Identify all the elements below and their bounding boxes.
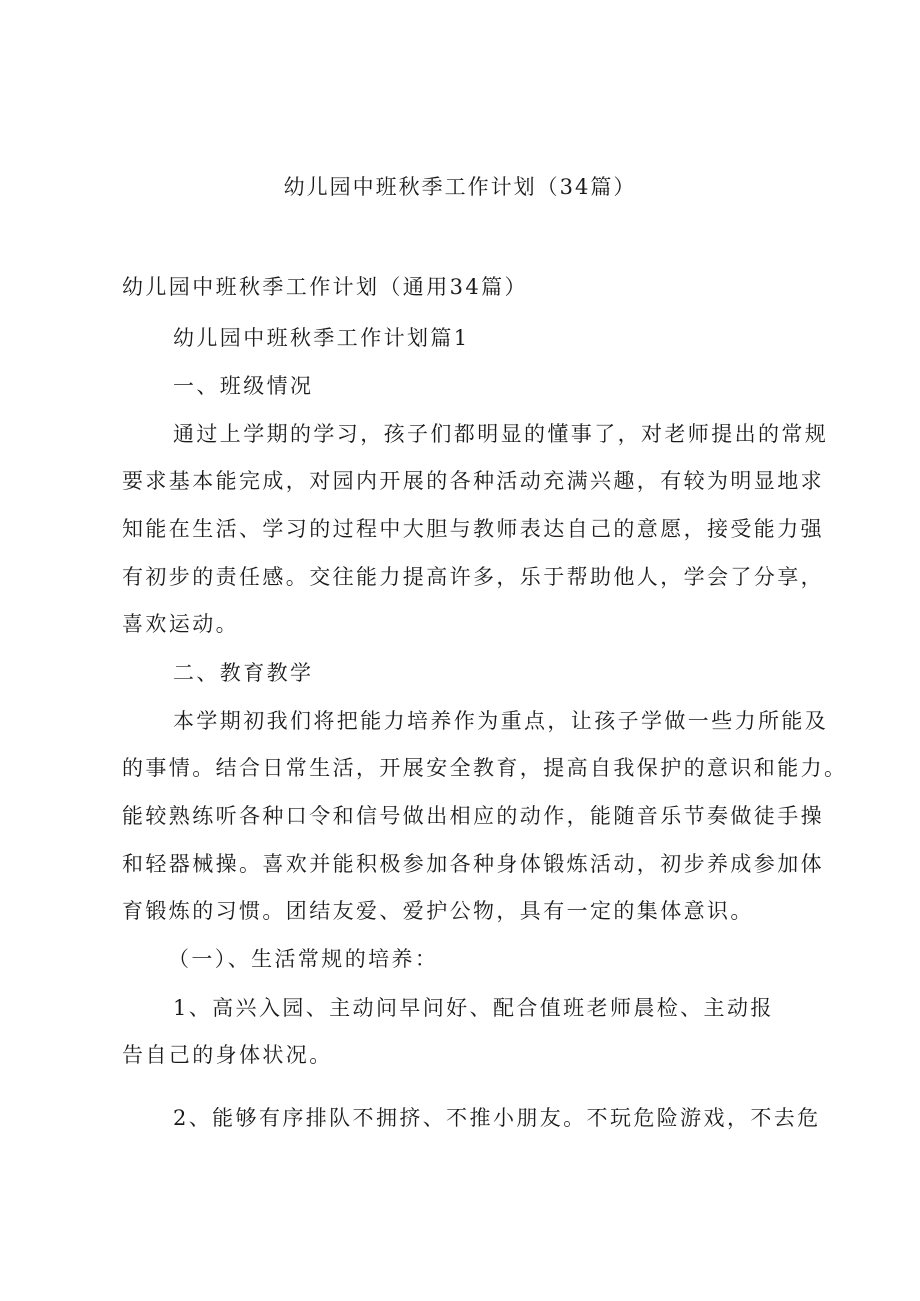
document-title: 幼儿园中班秋季工作计划（34篇）: [283, 175, 637, 199]
heading-education: 二、教育教学: [173, 661, 314, 685]
section-title: 幼儿园中班秋季工作计划篇1: [173, 326, 470, 350]
document-subtitle: 幼儿园中班秋季工作计划（通用34篇）: [122, 275, 528, 299]
list-item-line: 告自己的身体状况。: [122, 1043, 333, 1067]
list-item-line: 1、高兴入园、主动问早问好、配合值班老师晨检、主动报: [173, 996, 774, 1020]
paragraph-line: 知能在生活、学习的过程中大胆与教师表达自己的意愿，接受能力强: [122, 517, 824, 541]
list-item-line: 2、能够有序排队不拥挤、不推小朋友。不玩危险游戏，不去危: [173, 1106, 821, 1130]
paragraph-line: 要求基本能完成，对园内开展的各种活动充满兴趣，有较为明显地求: [122, 469, 824, 493]
paragraph-line: 本学期初我们将把能力培养作为重点，让孩子学做一些力所能及: [173, 709, 829, 733]
paragraph-line: 有初步的责任感。交往能力提高许多，乐于帮助他人，学会了分享，: [122, 565, 824, 589]
paragraph-line: 能较熟练听各种口令和信号做出相应的动作，能随音乐节奏做徒手操: [122, 804, 824, 828]
subheading-life-routine: （一）、生活常规的培养：: [168, 947, 439, 971]
paragraph-line: 通过上学期的学习，孩子们都明显的懂事了，对老师提出的常规: [173, 422, 829, 446]
paragraph-line: 和轻器械操。喜欢并能积极参加各种身体锻炼活动，初步养成参加体: [122, 852, 824, 876]
paragraph-line: 的事情。结合日常生活，开展安全教育，提高自我保护的意识和能力。: [122, 756, 848, 780]
paragraph-line: 育锻炼的习惯。团结友爱、爱护公物，具有一定的集体意识。: [122, 899, 754, 923]
heading-class-situation: 一、班级情况: [173, 374, 314, 398]
paragraph-line: 喜欢运动。: [122, 612, 239, 636]
